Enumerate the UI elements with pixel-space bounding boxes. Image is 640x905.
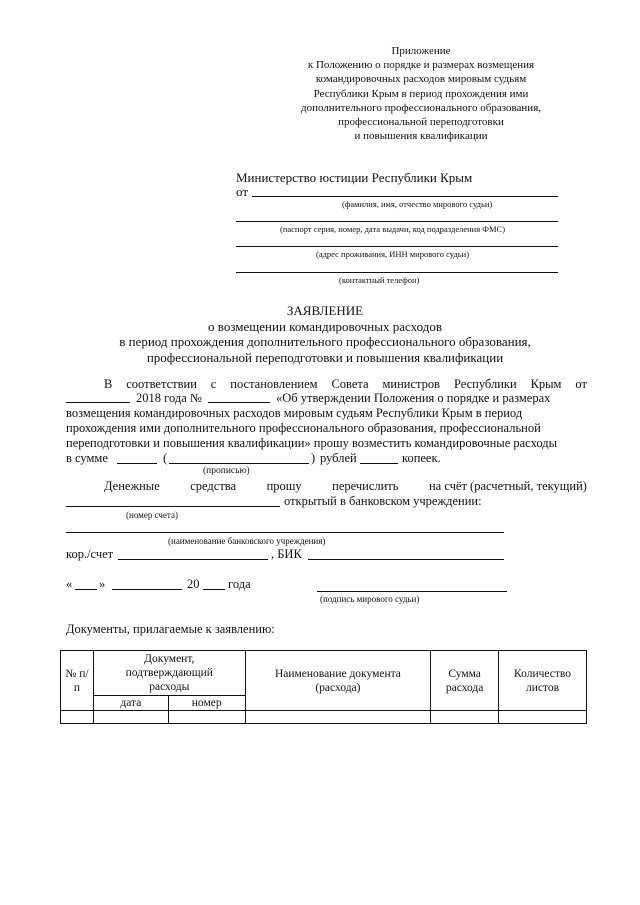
sum-words-field[interactable] <box>169 463 309 464</box>
korr-label: кор./счет <box>66 547 114 561</box>
col-doc-header: Документ, подтверждающий расходы <box>93 651 245 696</box>
statement-title <box>60 303 590 365</box>
bank-caption: (наименование банковского учреждения) <box>168 536 326 546</box>
resolution-date-field[interactable] <box>66 402 130 403</box>
col-sheets-header: Количество листов <box>499 651 587 711</box>
rub-label: рублей <box>320 451 357 465</box>
bank-name-field[interactable] <box>66 532 504 533</box>
month-field[interactable] <box>112 589 182 590</box>
year-field[interactable] <box>203 589 225 590</box>
propis-caption: (прописью) <box>203 466 250 476</box>
from-label: от <box>236 184 249 199</box>
account-caption: (номер счета) <box>126 510 178 520</box>
col-name-header: Наименование документа (расхода) <box>245 651 431 711</box>
appendix-line: Республики Крым в период прохождения ими <box>313 87 529 100</box>
year-number-label: 2018 года № <box>136 391 202 405</box>
paragraph1-line3: возмещения командировочных расходов мировым судьям Республики Крым в период <box>66 406 523 420</box>
table-cell[interactable] <box>431 711 499 724</box>
resolution-title-start: «Об утверждении Положения о порядке и размерах <box>276 391 551 405</box>
appendix-line: командировочных расходов мировым судьям <box>315 73 527 86</box>
kopecks-label: копеек. <box>402 451 441 465</box>
account-field[interactable] <box>66 506 280 507</box>
col-sum-header: Сумма расхода <box>431 651 499 711</box>
paragraph1-line5: переподготовки и повышения квалификации» прошу возместить командировочные расходы <box>66 436 557 450</box>
appendix-line: и повышения квалификации <box>354 130 488 143</box>
signature-field[interactable] <box>317 591 507 592</box>
table-cell[interactable] <box>93 711 168 724</box>
year-suffix: года <box>228 577 251 591</box>
signature-caption: (подпись мирового судьи) <box>320 594 420 604</box>
title-line: в период прохождения дополнительного профессионального образования, <box>119 334 531 349</box>
resolution-number-field[interactable] <box>208 402 270 403</box>
name-field[interactable] <box>252 196 558 197</box>
paragraph1-line1: В соответствии с постановлением Совета министров Республики Крым от <box>104 377 587 391</box>
title-line: о возмещении командировочных расходов <box>208 318 442 334</box>
paren-open: ( <box>163 451 168 465</box>
documents-heading: Документы, прилагаемые к заявлению: <box>66 622 275 636</box>
korr-field[interactable] <box>118 559 268 560</box>
col-date-header: дата <box>93 696 168 711</box>
paren-close: ) <box>311 451 316 465</box>
appendix-line: Приложение <box>391 45 451 57</box>
documents-table <box>60 650 587 724</box>
ministry-name: Министерство юстиции Республики Крым <box>236 170 473 185</box>
table-header-row <box>61 651 587 696</box>
name-caption: (фамилия, имя, отчество мирового судьи) <box>342 199 493 209</box>
phone-field[interactable] <box>236 272 558 273</box>
paragraph2-line1: Денежные средства прошу перечислить на счёт (расчетный, текущий) <box>104 479 587 493</box>
bik-label: , БИК <box>271 547 302 561</box>
day-field[interactable] <box>75 589 97 590</box>
appendix-header <box>296 44 546 143</box>
date-quote-open: « <box>66 577 73 591</box>
address-field[interactable] <box>236 246 558 247</box>
year-label: 20 <box>187 577 200 591</box>
title-main: ЗАЯВЛЕНИЕ <box>286 303 364 318</box>
col-number-header: номер <box>168 696 245 711</box>
col-num-header: № п/п <box>61 651 94 711</box>
appendix-line: профессиональной переподготовки <box>338 116 504 129</box>
table-cell[interactable] <box>61 711 94 724</box>
appendix-line: к Положению о порядке и размерах возмещения <box>307 59 535 72</box>
table-cell[interactable] <box>168 711 245 724</box>
title-line: профессиональной переподготовки и повышения квалификации <box>146 349 504 365</box>
kopecks-field[interactable] <box>360 463 398 464</box>
sum-field[interactable] <box>117 463 157 464</box>
appendix-line: дополнительного профессионального образования, <box>300 101 541 114</box>
phone-caption: (контактный телефон) <box>339 275 420 285</box>
table-cell[interactable] <box>499 711 587 724</box>
passport-field[interactable] <box>236 221 558 222</box>
sum-label: в сумме <box>66 451 108 465</box>
paragraph2-line2: открытый в банковском учреждении: <box>284 494 482 508</box>
address-caption: (адрес проживания, ИНН мирового судьи) <box>316 249 470 259</box>
paragraph1-line4: прохождения ими дополнительного профессионального образования, профессиональной <box>66 421 541 435</box>
table-row <box>61 711 587 724</box>
bik-field[interactable] <box>308 559 504 560</box>
date-quote-close: » <box>99 577 106 591</box>
passport-caption: (паспорт серия, номер, дата выдачи, код подразделения ФМС) <box>280 224 506 234</box>
table-cell[interactable] <box>245 711 431 724</box>
